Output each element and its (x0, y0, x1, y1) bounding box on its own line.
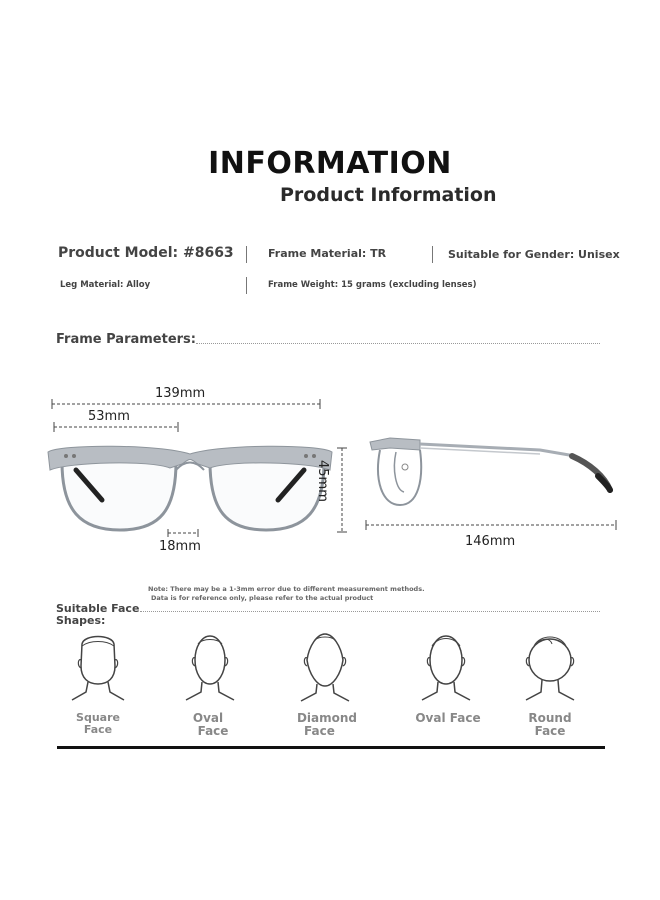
spec-separator (246, 277, 247, 294)
face-label-diamond (292, 712, 362, 738)
glasses-side-view (360, 420, 620, 540)
face-shapes-heading (56, 603, 139, 627)
spec-separator (432, 246, 433, 263)
dotted-leader (140, 611, 600, 612)
face-label-line2: Face (197, 724, 229, 738)
measurement-note (148, 585, 425, 603)
dotted-leader (196, 343, 600, 344)
spec-gender: Suitable for Gender: Unisex (448, 248, 620, 261)
face-label-line2: Face (83, 723, 113, 736)
square-face-icon (70, 630, 126, 706)
page-subtitle: Product Information (280, 184, 497, 206)
spec-leg-material: Leg Material: Alloy (60, 280, 151, 290)
note-line-1: Note: There may be a 1-3mm error due to different measurement methods. (148, 585, 425, 593)
round-face-icon (522, 630, 578, 706)
face-shapes-heading-line2: Shapes: (56, 614, 106, 627)
face-label-line2: Face (304, 724, 335, 738)
frame-parameters-heading: Frame Parameters: (56, 332, 196, 347)
face-label-line2: Face (534, 724, 566, 738)
face-label-line1: Oval (192, 711, 224, 725)
face-label-oval-face (410, 712, 486, 724)
face-label-line1: Square (76, 711, 120, 724)
face-label-line1: Oval Face (415, 711, 481, 725)
spec-weight: Frame Weight: 15 grams (excluding lenses) (268, 280, 477, 290)
dimension-bridge: 18mm (159, 539, 201, 554)
dimension-lens-height: 45mm (315, 460, 330, 502)
page-title: INFORMATION (208, 146, 452, 181)
spec-separator (246, 246, 247, 263)
face-label-line1: Diamond (296, 711, 358, 725)
face-label-oval (176, 712, 240, 738)
dimension-temple-length: 146mm (465, 534, 516, 549)
dimension-lens-width: 53mm (88, 409, 130, 424)
dimension-total-width: 139mm (155, 386, 206, 401)
face-label-square (70, 712, 126, 736)
oval-face-icon (418, 630, 474, 706)
spec-frame-material: Frame Material: TR (268, 247, 387, 260)
face-shapes-heading-line1: Suitable Face (56, 602, 140, 615)
note-line-2: Data is for reference only, please refer to the actual product (151, 594, 374, 602)
face-label-line1: Round (528, 711, 572, 725)
oval-face-icon (182, 630, 238, 706)
spec-model: Product Model: #8663 (58, 245, 234, 261)
face-label-round (520, 712, 580, 738)
diamond-face-icon (297, 630, 353, 706)
bottom-divider (57, 746, 605, 749)
